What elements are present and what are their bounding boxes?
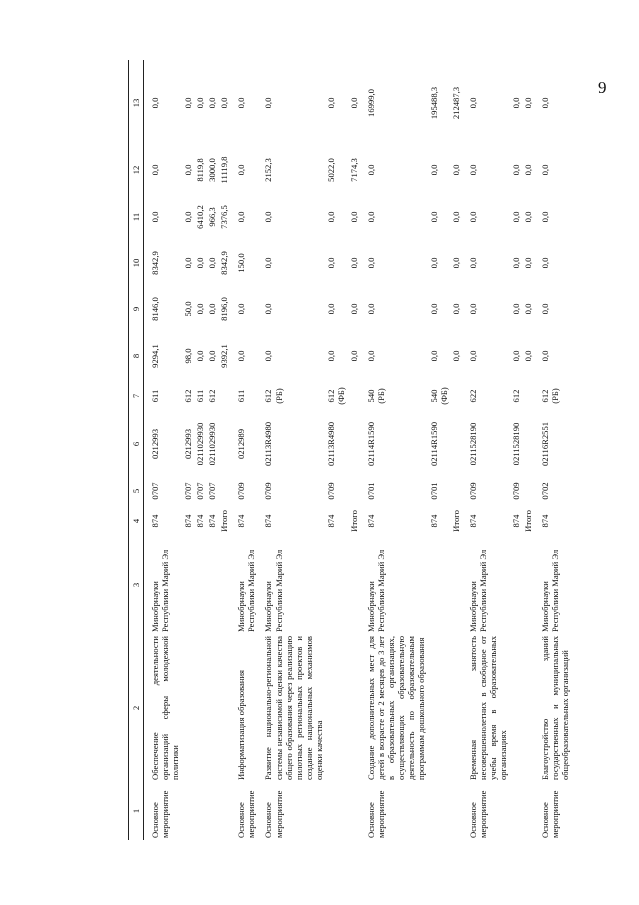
- table-cell-c7: 612: [182, 389, 193, 403]
- table-cell-c6: 0212989: [236, 428, 247, 460]
- table-cell-c6: 0211528190: [467, 422, 478, 466]
- table-cell-c8: 9294,1: [150, 344, 161, 368]
- table-cell-c4: 874: [365, 514, 376, 528]
- table-cell-c11: 0,0: [150, 211, 161, 223]
- table-cell-c10: 0,0: [348, 257, 359, 269]
- table-cell-c1: [206, 782, 218, 840]
- table-cell-c1: Основное мероприятие: [365, 790, 386, 838]
- table-cell-c2: Благоустройство зданий государственных и муниципальных общеобразовательных организаций: [539, 636, 571, 780]
- table-cell-c12: 0,0: [522, 164, 533, 176]
- table-cell-c6: 02114R1590: [428, 421, 439, 467]
- table-cell-c2: [182, 634, 194, 782]
- table-cell-c7: [450, 380, 462, 412]
- table-cell-c5: 0709: [510, 482, 521, 500]
- table-cell-c4: Итого: [450, 510, 461, 532]
- table-cell-c4: 874: [428, 514, 439, 528]
- table-cell-c3: [450, 536, 462, 634]
- table-cell-c7: [218, 380, 230, 412]
- table-cell-c5: 0709: [467, 482, 478, 500]
- col-header: 3: [129, 536, 144, 634]
- table-row: [194, 60, 206, 840]
- col-header: 5: [129, 476, 144, 506]
- table-cell-c5: 0707: [150, 482, 161, 500]
- table-cell-c2: Развитие национально-региональной системы независимой оценки качества общего образования через реализацию пилотных региональных проектов и создание национальных механизмов оценки качества: [263, 636, 325, 780]
- table-cell-c2: Информатизация образования: [236, 669, 247, 780]
- table-cell-c10: 0,0: [326, 257, 337, 269]
- table-cell-c6: 02114R1590: [365, 421, 376, 467]
- table-cell-c7: [522, 380, 534, 412]
- table-cell-c9: 8196,0: [218, 297, 229, 321]
- table-cell-c10: 0,0: [263, 257, 274, 269]
- table-cell-c9: 0,0: [263, 303, 274, 315]
- table-cell-c1: Основное мероприятие: [263, 790, 284, 838]
- table-cell-c13: 0,0: [522, 97, 533, 109]
- table-cell-c11: 0,0: [326, 211, 337, 223]
- table-cell-c6: [450, 412, 462, 476]
- table-row: [510, 60, 522, 840]
- table-cell-c8: 0,0: [236, 350, 247, 362]
- table-row: [182, 60, 194, 840]
- table-cell-c1: [182, 782, 194, 840]
- table-cell-c13: 0,0: [326, 97, 337, 109]
- table-cell-c6: 0212993: [150, 428, 161, 460]
- table-row: [450, 60, 462, 840]
- table-cell-c10: 0,0: [539, 257, 550, 269]
- table-cell-c10: 0,0: [467, 257, 478, 269]
- table-row: [522, 60, 534, 840]
- table-cell-c12: 0,0: [539, 164, 550, 176]
- table-cell-c8: 0,0: [263, 350, 274, 362]
- table-cell-c11: 0,0: [522, 211, 533, 223]
- table-cell-c12: 8119,8: [194, 158, 205, 182]
- table-cell-c2: Обеспечение деятельности организаций сферы молодежной политики: [150, 636, 181, 780]
- table-cell-c5: 0701: [428, 482, 439, 500]
- table-cell-c8: 0,0: [326, 350, 337, 362]
- table-cell-c8: 0,0: [467, 350, 478, 362]
- table-cell-c4: 874: [194, 514, 205, 528]
- table-cell-c9: 0,0: [467, 303, 478, 315]
- table-row: [230, 60, 257, 840]
- table-cell-c8: 0,0: [539, 350, 550, 362]
- table-cell-c8: 0,0: [206, 350, 217, 362]
- table-cell-c11: 966,3: [206, 207, 217, 227]
- table-cell-c8: 98,0: [182, 348, 193, 364]
- table-cell-c2: Временная занятость несовершеннолетних в свободное от учебы время в образовательных организациях: [467, 636, 509, 780]
- table-cell-c8: 0,0: [522, 350, 533, 362]
- table-cell-c13: 195488,3: [428, 86, 439, 120]
- table-cell-c1: Основное мероприятие: [539, 790, 560, 838]
- table-cell-c12: 2152,3: [263, 158, 274, 182]
- table-cell-c4: 874: [182, 514, 193, 528]
- table-cell-c1: [510, 782, 522, 840]
- table-cell-c13: 0,0: [510, 97, 521, 109]
- table-cell-c11: 0,0: [428, 211, 439, 223]
- table-cell-c6: 02116R2551: [539, 421, 550, 467]
- table-cell-c4: 874: [510, 514, 521, 528]
- table-cell-c9: 8146,0: [150, 297, 161, 321]
- table-cell-c6: [348, 412, 360, 476]
- table-cell-c2: [522, 634, 534, 782]
- table-cell-c6: [522, 412, 534, 476]
- table-cell-c13: 0,0: [236, 97, 247, 109]
- table-cell-c3: [325, 536, 347, 634]
- table-cell-c2: [510, 634, 522, 782]
- table-cell-c10: 0,0: [522, 257, 533, 269]
- table-cell-c11: 0,0: [510, 211, 521, 223]
- table-body: [144, 60, 572, 840]
- table-cell-c12: 5022,0: [326, 158, 337, 182]
- col-header: 6: [129, 412, 144, 476]
- table-cell-c4: 874: [263, 514, 274, 528]
- table-cell-c2: Создание дополнительных мест для детей в возрасте от 2 месяцев до 3 лет в образовательных организациях, осуществляющих образовательную деятельность по образовательным программам дошкольного образования: [365, 636, 427, 780]
- table-cell-c6: 02113R4980: [263, 421, 274, 467]
- table-cell-c3: Минобрнауки Республики Марий Эл: [150, 549, 171, 632]
- table-cell-c7: 612 (РБ): [263, 388, 284, 404]
- table-cell-c12: 0,0: [236, 164, 247, 176]
- table-cell-c4: Итого: [348, 510, 359, 532]
- table-cell-c7: 540 (РБ): [365, 388, 386, 404]
- table-cell-c5: 0709: [236, 482, 247, 500]
- table-cell-c5: 0701: [365, 482, 376, 500]
- table-cell-c12: 0,0: [182, 164, 193, 176]
- table-cell-c6: 0211029930: [194, 422, 205, 466]
- rotated-table-container: [128, 60, 608, 840]
- table-cell-c11: 0,0: [182, 211, 193, 223]
- page-number: 9: [598, 78, 607, 97]
- table-cell-c13: 0,0: [182, 97, 193, 109]
- table-cell-c12: 0,0: [428, 164, 439, 176]
- table-cell-c2: [348, 634, 360, 782]
- table-cell-c10: 0,0: [206, 257, 217, 269]
- table-cell-c7: 622: [467, 389, 478, 403]
- col-header: 4: [129, 506, 144, 536]
- table-cell-c3: [522, 536, 534, 634]
- table-cell-c11: 0,0: [450, 211, 461, 223]
- table-cell-c1: [325, 782, 347, 840]
- table-cell-c1: [428, 782, 450, 840]
- table-cell-c4: Итого: [522, 510, 533, 532]
- table-cell-c3: Минобрнауки Республики Марий Эл: [263, 549, 284, 632]
- table-cell-c7: 611: [150, 389, 161, 403]
- table-cell-c6: 0212993: [182, 428, 193, 460]
- table-cell-c10: 150,0: [236, 253, 247, 273]
- table-cell-c12: 7174,3: [348, 158, 359, 182]
- table-row: [206, 60, 218, 840]
- table-cell-c2: [218, 634, 230, 782]
- table-cell-c9: 0,0: [194, 303, 205, 315]
- table-cell-c13: 212487,3: [450, 86, 461, 120]
- table-cell-c1: Основное мероприятие: [236, 790, 257, 838]
- table-cell-c5: [450, 476, 462, 506]
- table-cell-c2: [428, 634, 450, 782]
- table-cell-c12: 0,0: [467, 164, 478, 176]
- table-cell-c3: [206, 536, 218, 634]
- table-cell-c6: 0211029930: [206, 422, 217, 466]
- table-cell-c11: 0,0: [467, 211, 478, 223]
- table-cell-c13: 0,0: [263, 97, 274, 109]
- table-cell-c7: 612 (РБ): [539, 388, 560, 404]
- table-cell-c13: 0,0: [467, 97, 478, 109]
- table-cell-c1: [194, 782, 206, 840]
- table-cell-c2: [325, 634, 347, 782]
- table-cell-c12: 0,0: [150, 164, 161, 176]
- table-cell-c5: [218, 476, 230, 506]
- col-header: 2: [129, 634, 144, 782]
- table-cell-c8: 0,0: [450, 350, 461, 362]
- table-cell-c11: 0,0: [539, 211, 550, 223]
- table-cell-c4: 874: [206, 514, 217, 528]
- table-cell-c3: [428, 536, 450, 634]
- table-cell-c11: 0,0: [348, 211, 359, 223]
- table-row: [534, 60, 571, 840]
- col-header: 11: [129, 194, 144, 240]
- table-cell-c6: 02113R4980: [326, 421, 337, 467]
- table-row: [348, 60, 360, 840]
- table-row: [428, 60, 450, 840]
- table-cell-c7: 612: [206, 389, 217, 403]
- table-cell-c1: Основное мероприятие: [150, 790, 171, 838]
- table-cell-c8: 0,0: [348, 350, 359, 362]
- table-cell-c9: 0,0: [236, 303, 247, 315]
- table-cell-c10: 0,0: [510, 257, 521, 269]
- table-cell-c3: Минобрнауки Республики Марий Эл: [539, 549, 560, 632]
- col-header: 12: [129, 146, 144, 194]
- table-cell-c8: 0,0: [428, 350, 439, 362]
- header-row: [129, 60, 144, 840]
- table-cell-c2: [206, 634, 218, 782]
- table-cell-c11: 0,0: [365, 211, 376, 223]
- table-cell-c9: 0,0: [450, 303, 461, 315]
- table-cell-c10: 0,0: [428, 257, 439, 269]
- table-cell-c9: 0,0: [206, 303, 217, 315]
- table-cell-c7: 540 (ФБ): [428, 387, 449, 405]
- table-cell-c3: [218, 536, 230, 634]
- budget-table: [128, 60, 571, 840]
- col-header: 13: [129, 60, 144, 146]
- table-cell-c9: 0,0: [539, 303, 550, 315]
- table-row: [325, 60, 347, 840]
- table-cell-c6: 0211528190: [510, 422, 521, 466]
- table-cell-c5: 0707: [182, 482, 193, 500]
- table-cell-c5: [522, 476, 534, 506]
- table-cell-c7: [348, 380, 360, 412]
- table-cell-c1: [522, 782, 534, 840]
- table-cell-c6: [218, 412, 230, 476]
- table-cell-c9: 0,0: [510, 303, 521, 315]
- table-cell-c11: 0,0: [263, 211, 274, 223]
- table-cell-c7: 611: [194, 389, 205, 403]
- table-cell-c13: 16999,0: [365, 89, 376, 117]
- table-cell-c4: 874: [467, 514, 478, 528]
- table-cell-c10: 0,0: [182, 257, 193, 269]
- table-row: [218, 60, 230, 840]
- table-cell-c8: 0,0: [365, 350, 376, 362]
- col-header: 7: [129, 380, 144, 412]
- table-cell-c10: 8342,9: [150, 251, 161, 275]
- table-cell-c9: 50,0: [182, 301, 193, 317]
- table-cell-c7: 612: [510, 389, 521, 403]
- table-row: [462, 60, 510, 840]
- table-cell-c3: [182, 536, 194, 634]
- table-cell-c10: 0,0: [450, 257, 461, 269]
- table-cell-c3: [194, 536, 206, 634]
- table-cell-c11: 6410,2: [194, 205, 205, 229]
- table-cell-c12: 0,0: [365, 164, 376, 176]
- table-cell-c12: 11119,8: [218, 156, 229, 184]
- table-cell-c3: [348, 536, 360, 634]
- table-cell-c5: 0709: [326, 482, 337, 500]
- table-cell-c3: Минобрнауки Республики Марий Эл: [236, 549, 257, 632]
- table-cell-c9: 0,0: [365, 303, 376, 315]
- table-cell-c9: 0,0: [348, 303, 359, 315]
- table-cell-c7: 612 (ФБ): [326, 387, 347, 405]
- table-cell-c5: 0707: [194, 482, 205, 500]
- table-cell-c3: Минобрнауки Республики Марий Эл: [365, 549, 386, 632]
- table-cell-c1: [348, 782, 360, 840]
- table-cell-c2: [194, 634, 206, 782]
- table-cell-c1: Основное мероприятие: [467, 790, 489, 838]
- table-cell-c13: 0,0: [150, 97, 161, 109]
- table-cell-c13: 0,0: [539, 97, 550, 109]
- table-cell-c5: 0709: [263, 482, 274, 500]
- table-cell-c7: 611: [236, 389, 247, 403]
- col-header: 10: [129, 240, 144, 286]
- table-cell-c4: 874: [150, 514, 161, 528]
- table-cell-c13: 0,0: [194, 97, 205, 109]
- table-cell-c2: [450, 634, 462, 782]
- col-header: 8: [129, 332, 144, 380]
- table-row: [360, 60, 428, 840]
- table-cell-c11: 0,0: [236, 211, 247, 223]
- table-cell-c8: 0,0: [194, 350, 205, 362]
- table-cell-c4: 874: [539, 514, 550, 528]
- table-cell-c1: [218, 782, 230, 840]
- col-header: 1: [129, 782, 144, 840]
- table-cell-c12: 3000,0: [206, 158, 217, 182]
- table-cell-c3: Минобрнауки Республики Марий Эл: [467, 549, 489, 632]
- table-cell-c13: 0,0: [206, 97, 217, 109]
- table-cell-c8: 9392,1: [218, 344, 229, 368]
- table-cell-c10: 0,0: [365, 257, 376, 269]
- col-header: 9: [129, 286, 144, 332]
- table-cell-c9: 0,0: [428, 303, 439, 315]
- table-cell-c4: 874: [326, 514, 337, 528]
- table-row: [257, 60, 325, 840]
- table-cell-c4: 874: [236, 514, 247, 528]
- table-cell-c12: 0,0: [450, 164, 461, 176]
- table-cell-c1: [450, 782, 462, 840]
- table-cell-c11: 7376,5: [218, 205, 229, 229]
- table-cell-c9: 0,0: [522, 303, 533, 315]
- table-cell-c5: 0707: [206, 482, 217, 500]
- table-cell-c10: 8342,9: [218, 251, 229, 275]
- table-row: [144, 60, 182, 840]
- table-cell-c4: Итого: [218, 510, 229, 532]
- table-cell-c5: 0702: [539, 482, 550, 500]
- table-cell-c9: 0,0: [326, 303, 337, 315]
- table-cell-c8: 0,0: [510, 350, 521, 362]
- table-cell-c10: 0,0: [194, 257, 205, 269]
- table-cell-c13: 0,0: [348, 97, 359, 109]
- table-cell-c12: 0,0: [510, 164, 521, 176]
- table-cell-c3: [510, 536, 522, 634]
- table-cell-c13: 0,0: [218, 97, 229, 109]
- table-cell-c5: [348, 476, 360, 506]
